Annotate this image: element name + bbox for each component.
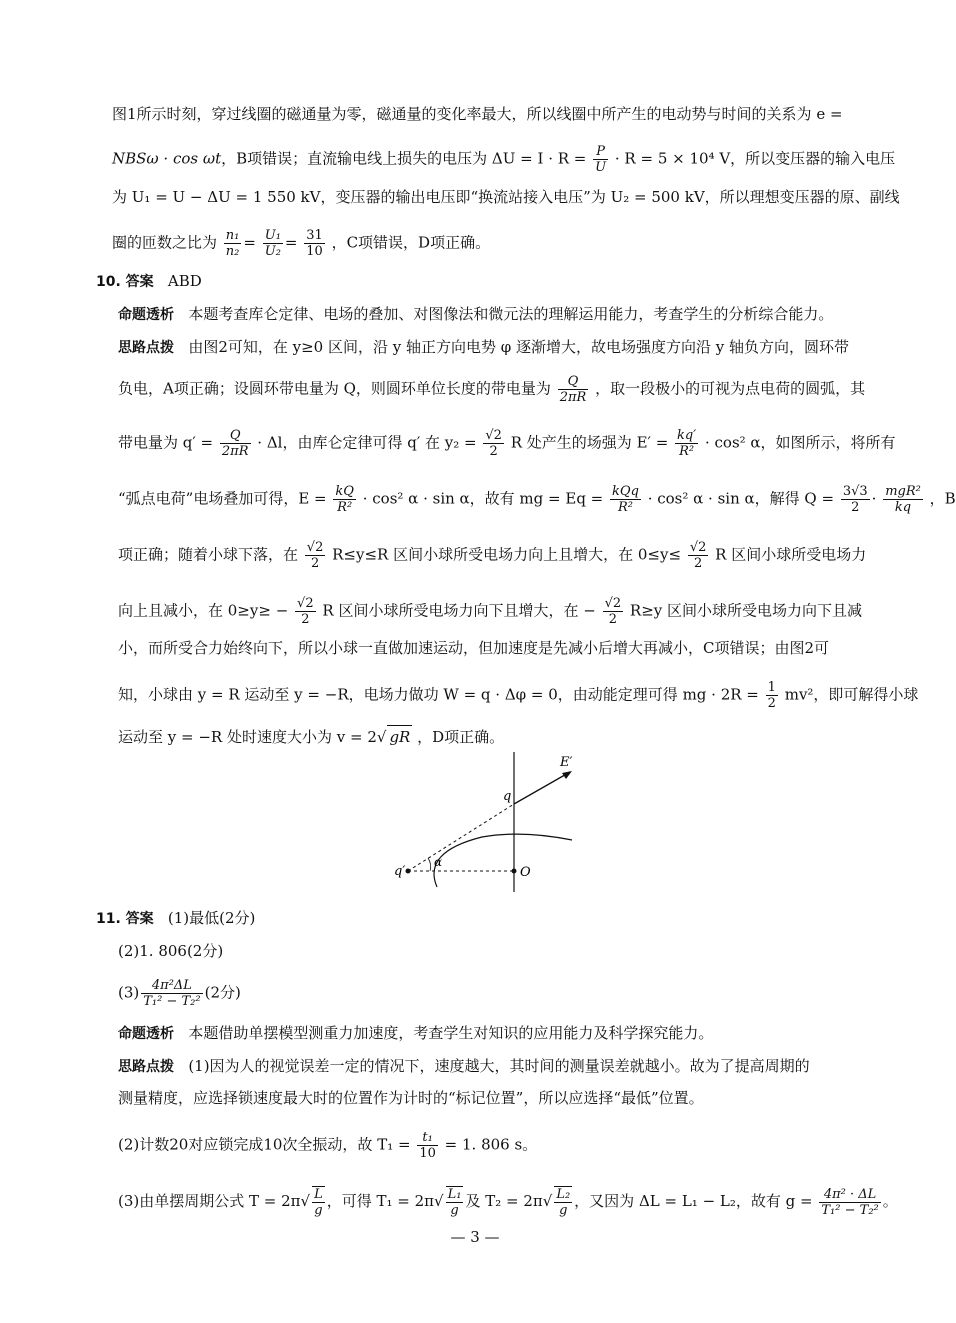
q10-hint-line4: “弧点电荷”电场叠加可得，E = $\frac{kQ}{\text{R²}}$ · cos² α · sin α，故有 mg = Eq = $\frac{\text{kQq}}{\text{R²}}$ · cos² α · sin α，解得 Q = $\frac{3√3}{2}$ · $\frac{\text{mgR²}}{kq}$ ，B xyxy=(118,484,956,515)
fraction xyxy=(224,228,242,259)
text: · cos² α，如图所示，将所有 xyxy=(704,433,896,452)
num: √2 xyxy=(297,596,314,611)
text: ，可得 T₁ = 2π xyxy=(326,1192,435,1210)
answer-label: 答案 xyxy=(125,911,154,927)
text: R 区间小球所受电场力向下且增大，在 − xyxy=(322,601,596,620)
text: · cos² α · sin α，解得 Q = xyxy=(647,489,835,508)
sqrt: √ $\frac{L}{g}$ xyxy=(300,1187,323,1218)
q10-hint-line1 xyxy=(118,336,855,359)
q11-hint-line3 xyxy=(118,1130,855,1161)
q10-hint-line8 xyxy=(118,680,919,711)
den: R² xyxy=(617,500,633,515)
num: 31 xyxy=(306,228,323,243)
answer-label: 答案 xyxy=(125,274,154,290)
fraction xyxy=(141,978,202,1009)
page-number: — 3 — xyxy=(450,1228,500,1246)
den: n₂ xyxy=(225,244,240,259)
text: 带电量为 q′ = xyxy=(118,433,214,452)
hint-label: 思路点拨 xyxy=(118,340,174,356)
arrow-head-icon xyxy=(562,771,572,779)
field-vector xyxy=(514,772,570,804)
fraction xyxy=(220,428,251,459)
q11-hint-line1 xyxy=(118,1055,855,1078)
label-E: E′ xyxy=(560,755,573,770)
fraction xyxy=(417,1130,438,1161)
text: R 区间小球所受电场力 xyxy=(715,545,867,564)
fraction xyxy=(554,1186,572,1218)
num: L₂ xyxy=(556,1187,571,1202)
den: 2 xyxy=(851,500,860,515)
text: (3) xyxy=(118,983,140,1002)
fraction xyxy=(446,1186,464,1218)
text: ，D项正确。 xyxy=(417,728,505,746)
analysis-label: 命题透析 xyxy=(118,307,174,323)
q11-answer-line xyxy=(96,907,255,930)
num: √2 xyxy=(485,428,502,443)
dashed-diagonal xyxy=(408,804,514,871)
text: 运动至 y = −R 处时速度大小为 v = 2 xyxy=(118,728,377,746)
angle-arc xyxy=(428,858,431,871)
text: “弧点电荷”电场叠加可得，E = xyxy=(118,489,327,508)
den: 2 xyxy=(489,444,498,459)
label-alpha: α xyxy=(434,855,443,869)
den: 2πR xyxy=(559,390,587,405)
charge-point xyxy=(406,869,411,874)
text: R 处产生的场强为 E′ = xyxy=(510,433,669,452)
text: 向上且减小，在 0≥y≥ − xyxy=(118,601,289,620)
q9-text: ，B项错误；直流输电线上损失的电压为 ΔU = I · R = xyxy=(221,149,587,168)
analysis-text: 本题考查库仑定律、电场的叠加、对图像法和微元法的理解运用能力，考查学生的分析综合能力。 xyxy=(188,305,834,323)
num: mgR² xyxy=(885,484,921,499)
den: U xyxy=(595,160,607,175)
den: 2 xyxy=(310,556,320,571)
num: P xyxy=(593,144,608,160)
hint-text: (1)因为人的视觉误差一定的情况下，速度越大，其时间的测量误差就越小。故为了提高周期的 xyxy=(188,1057,810,1075)
q11-analysis xyxy=(118,1022,855,1045)
num: 4π²ΔL xyxy=(141,978,202,994)
num: n₁ xyxy=(225,228,240,243)
sqrt: √ $\frac{\text{L₂}}{g}$ xyxy=(542,1187,571,1218)
fraction xyxy=(688,540,709,571)
q9-line3: 为 U₁ = U − ΔU = 1 550 kV，变压器的输出电压即“换流站接入电压”为 U₂ = 500 kV，所以理想变压器的原、副线 xyxy=(112,188,900,206)
q10-hint-line9: 运动至 y = −R 处时速度大小为 v = 2√ gR ，D项正确。 xyxy=(118,725,855,748)
label-qprime: q′ xyxy=(394,864,406,879)
num: √2 xyxy=(604,596,622,611)
num: 3√3 xyxy=(842,484,868,499)
den: R² xyxy=(337,500,353,515)
fraction xyxy=(819,1187,880,1218)
fraction xyxy=(483,428,504,459)
text: mv²，即可解得小球 xyxy=(784,685,919,704)
num: kQ xyxy=(335,484,354,499)
den: R² xyxy=(679,444,695,459)
q9-line1: 图1所示时刻，穿过线圈的磁通量为零，磁通量的变化率最大，所以线圈中所产生的电动势与时间的关系为 e = xyxy=(112,105,843,123)
fraction xyxy=(675,428,698,459)
analysis-label: 命题透析 xyxy=(118,1026,174,1042)
q9-emf: NBSω · cos ωt xyxy=(112,149,222,168)
q9-text: ，C项错误，D项正确。 xyxy=(331,233,491,252)
text: 。 xyxy=(882,1192,898,1210)
answer-value: ABD xyxy=(167,272,202,290)
field-diagram xyxy=(392,752,592,892)
fraction xyxy=(333,484,356,515)
hint-text: 由图2可知，在 y≥0 区间，沿 y 轴正方向电势 φ 逐渐增大，故电场强度方向沿 y 轴负方向，圆环带 xyxy=(188,338,850,356)
q10-hint-line5 xyxy=(118,540,867,571)
num: 1 xyxy=(767,680,776,695)
answer-1: (1)最低(2分) xyxy=(167,909,256,927)
num: √2 xyxy=(306,540,324,555)
num: Q xyxy=(558,374,589,390)
fraction xyxy=(766,680,778,711)
den: 2πR xyxy=(221,444,249,459)
q10-hint-line6 xyxy=(118,596,863,627)
text: · Δl，由库仑定律可得 q′ 在 y₂ = xyxy=(257,433,477,452)
q11-hint-line4 xyxy=(118,1186,898,1218)
hint-label: 思路点拨 xyxy=(118,1059,174,1075)
fraction xyxy=(312,1186,325,1218)
text: 负电，A项正确；设圆环带电量为 Q，则圆环单位长度的带电量为 xyxy=(118,379,551,398)
text: (2分) xyxy=(204,983,241,1002)
den: 2 xyxy=(693,556,703,571)
label-q: q xyxy=(503,789,512,804)
num: kQq xyxy=(612,484,639,499)
den: 10 xyxy=(306,244,323,259)
text: · cos² α · sin α，故有 mg = Eq = xyxy=(362,489,604,508)
den: g xyxy=(559,1203,568,1218)
question-number: 11. xyxy=(96,911,121,927)
fraction xyxy=(305,540,326,571)
den: kq xyxy=(894,500,912,515)
sqrt: √ $\frac{\text{L₁}}{g}$ xyxy=(434,1187,462,1218)
den: T₁² − T₂² xyxy=(143,994,201,1009)
q9-text: · R = 5 × 10⁴ V，所以变压器的输入电压 xyxy=(614,149,896,168)
text: 项正确；随着小球下落，在 xyxy=(118,545,299,564)
text: ，又因为 ΔL = L₁ − L₂，故有 g = xyxy=(574,1192,813,1210)
num: √2 xyxy=(689,540,707,555)
text: (2)计数20对应锁完成10次全振动，故 T₁ = xyxy=(118,1135,411,1154)
text: (3)由单摆周期公式 T = 2π xyxy=(118,1192,301,1210)
num: L xyxy=(314,1187,323,1202)
q11-answer-2: (2)1. 806(2分) xyxy=(118,942,224,960)
den: 2 xyxy=(767,696,776,711)
den: 2 xyxy=(301,612,310,627)
fraction xyxy=(295,596,316,627)
num: kq′ xyxy=(677,428,697,443)
text: ，取一段极小的可视为点电荷的圆弧，其 xyxy=(595,379,866,398)
fraction xyxy=(841,484,870,515)
label-O: O xyxy=(520,865,531,880)
num: t₁ xyxy=(417,1130,438,1146)
question-number: 10. xyxy=(96,274,121,290)
text: R≤y≤R 区间小球所受电场力向上且增大，在 0≤y≤ xyxy=(332,545,682,564)
den: g xyxy=(450,1203,459,1218)
text: ，B xyxy=(929,489,956,508)
fraction xyxy=(558,374,589,405)
num: 4π² · ΔL xyxy=(819,1187,880,1203)
analysis-text: 本题借助单摆模型测重力加速度，考查学生对知识的应用能力及科学探究能力。 xyxy=(188,1024,714,1042)
den: 2 xyxy=(608,612,617,627)
text: 及 T₂ = 2π xyxy=(465,1192,543,1210)
q11-answer-3 xyxy=(118,978,855,1009)
num: Q xyxy=(220,428,251,444)
fraction xyxy=(883,484,923,515)
q11-hint-line2: 测量精度，应选择锁速度最大时的位置作为计时的“标记位置”，所以应选择“最低”位置。 xyxy=(118,1089,704,1107)
q10-hint-line7: 小，而所受合力始终向下，所以小球一直做加速运动，但加速度是先减小后增大再减小，C项错误；由图2可 xyxy=(118,639,830,657)
text: R≥y 区间小球所受电场力向下且减 xyxy=(629,601,863,620)
den: U₂ xyxy=(264,244,281,259)
sqrt-gR: gR xyxy=(387,725,412,748)
fraction xyxy=(610,484,641,515)
den: 10 xyxy=(419,1146,436,1161)
q9-text: 圈的匝数之比为 xyxy=(112,233,218,252)
q10-analysis xyxy=(118,303,855,326)
den: g xyxy=(314,1203,323,1218)
q10-hint-line2 xyxy=(118,374,866,405)
num: U₁ xyxy=(264,228,281,243)
fraction xyxy=(304,228,325,259)
den: T₁² − T₂² xyxy=(821,1202,879,1218)
origin-point xyxy=(512,869,517,874)
fraction xyxy=(593,144,608,175)
num: L₁ xyxy=(447,1187,462,1202)
text: 知，小球由 y = R 运动至 y = −R，电场力做功 W = q · Δφ = 0，由动能定理可得 mg · 2R = xyxy=(118,685,759,704)
q10-hint-line3 xyxy=(118,428,896,459)
q9-line4: 圈的匝数之比为 $\frac{\text{n₁}}{\text{n₂}}$ = $\frac{\text{U₁}}{\text{U₂}}$ = $\frac{31}{10}$ ，C项错误，D项正确。 xyxy=(112,228,491,259)
fraction xyxy=(603,596,624,627)
q10-answer-line xyxy=(96,270,202,293)
text: = 1. 806 s。 xyxy=(444,1135,538,1154)
fraction xyxy=(263,228,283,259)
q9-line2 xyxy=(112,144,896,175)
